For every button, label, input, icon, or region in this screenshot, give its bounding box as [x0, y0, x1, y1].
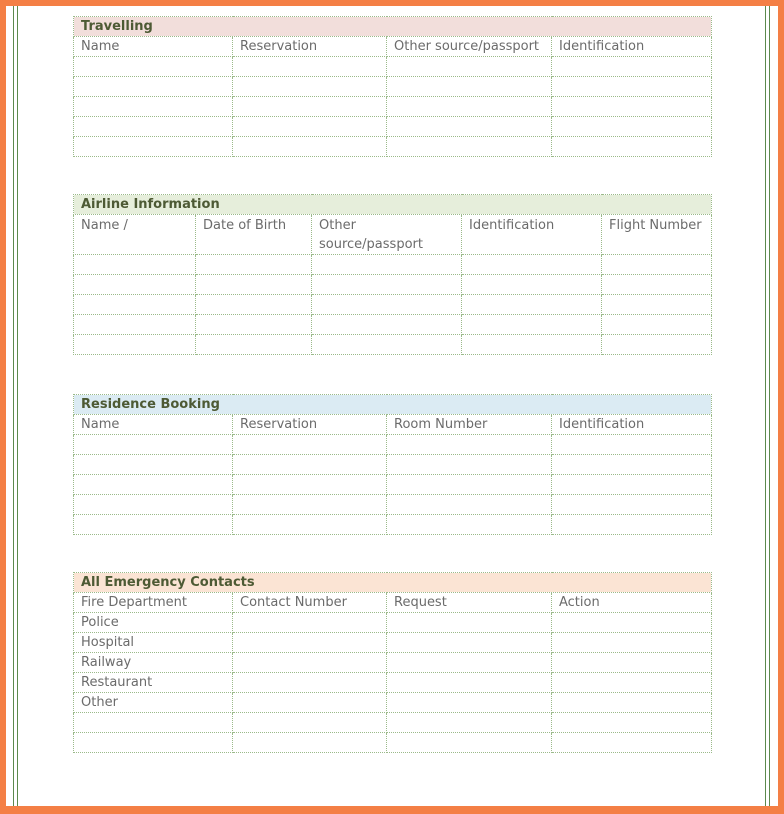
section-title: Airline Information [74, 195, 712, 215]
column-header: Name [74, 415, 233, 435]
table-cell[interactable] [196, 275, 312, 295]
table-cell[interactable] [387, 77, 552, 97]
table-cell[interactable] [233, 653, 387, 673]
table-cell[interactable] [233, 97, 387, 117]
table-cell[interactable] [196, 255, 312, 275]
table-cell[interactable] [387, 435, 552, 455]
column-header: Date of Birth [196, 215, 312, 255]
table-cell[interactable] [233, 57, 387, 77]
table-row [74, 57, 712, 77]
table-cell[interactable] [233, 693, 387, 713]
column-header: Room Number [387, 415, 552, 435]
table-cell[interactable] [74, 335, 196, 355]
table-cell[interactable] [552, 137, 712, 157]
table-cell[interactable] [387, 475, 552, 495]
travelling-table [73, 16, 712, 157]
table-cell[interactable] [312, 295, 462, 315]
table-cell[interactable] [233, 117, 387, 137]
table-cell[interactable] [233, 77, 387, 97]
table-cell[interactable] [387, 693, 552, 713]
table-cell[interactable] [233, 475, 387, 495]
table-cell[interactable] [74, 137, 233, 157]
document-page [6, 6, 778, 806]
table-cell[interactable] [552, 613, 712, 633]
table-cell[interactable] [552, 97, 712, 117]
table-cell[interactable] [74, 77, 233, 97]
table-row [74, 673, 712, 693]
table-cell[interactable] [552, 475, 712, 495]
table-cell[interactable] [387, 495, 552, 515]
table-cell[interactable] [387, 613, 552, 633]
column-header: Action [552, 593, 712, 613]
table-cell[interactable] [462, 315, 602, 335]
column-header: Other source/passport [387, 37, 552, 57]
table-cell[interactable] [196, 335, 312, 355]
table-cell[interactable] [74, 315, 196, 335]
table-cell[interactable] [552, 515, 712, 535]
table-cell[interactable] [602, 255, 712, 275]
column-header: Other source/passport [312, 215, 462, 255]
table-row [74, 97, 712, 117]
table-cell[interactable] [552, 673, 712, 693]
table-cell[interactable] [387, 455, 552, 475]
table-cell[interactable] [196, 315, 312, 335]
table-cell[interactable] [74, 255, 196, 275]
table-cell[interactable] [233, 455, 387, 475]
table-cell[interactable] [602, 335, 712, 355]
airline-information-table [73, 194, 712, 355]
table-cell[interactable] [74, 475, 233, 495]
table-cell[interactable] [74, 97, 233, 117]
table-row [74, 295, 712, 315]
table-cell[interactable] [74, 295, 196, 315]
table-cell[interactable] [74, 733, 233, 753]
table-row [74, 475, 712, 495]
row-label: Hospital [74, 633, 233, 653]
table-cell[interactable] [462, 335, 602, 355]
column-header: Request [387, 593, 552, 613]
column-header: Identification [462, 215, 602, 255]
column-header: Fire Department [74, 593, 233, 613]
table-cell[interactable] [387, 733, 552, 753]
table-cell[interactable] [387, 673, 552, 693]
section-title: All Emergency Contacts [74, 573, 712, 593]
page-border-right-outer [769, 6, 770, 806]
table-cell[interactable] [233, 137, 387, 157]
table-cell[interactable] [552, 77, 712, 97]
column-header: Name [74, 37, 233, 57]
table-row [74, 515, 712, 535]
table-cell[interactable] [387, 515, 552, 535]
table-cell[interactable] [233, 733, 387, 753]
table-cell[interactable] [552, 693, 712, 713]
table-cell[interactable] [462, 255, 602, 275]
row-label: Railway [74, 653, 233, 673]
column-header: Identification [552, 37, 712, 57]
column-header: Identification [552, 415, 712, 435]
table-row [74, 117, 712, 137]
table-cell[interactable] [74, 515, 233, 535]
table-cell[interactable] [233, 495, 387, 515]
table-cell[interactable] [233, 613, 387, 633]
table-cell[interactable] [74, 275, 196, 295]
table-row [74, 713, 712, 733]
table-cell[interactable] [462, 295, 602, 315]
row-label: Restaurant [74, 673, 233, 693]
table-cell[interactable] [387, 97, 552, 117]
header-row [74, 593, 712, 613]
column-header: Contact Number [233, 593, 387, 613]
section-title: Residence Booking [74, 395, 712, 415]
table-cell[interactable] [312, 315, 462, 335]
table-cell[interactable] [233, 713, 387, 733]
table-cell[interactable] [552, 495, 712, 515]
header-row [74, 415, 712, 435]
table-row [74, 613, 712, 633]
table-cell[interactable] [74, 713, 233, 733]
table-cell[interactable] [74, 117, 233, 137]
table-row [74, 137, 712, 157]
table-cell[interactable] [552, 713, 712, 733]
table-cell[interactable] [552, 455, 712, 475]
table-cell[interactable] [387, 633, 552, 653]
table-cell[interactable] [552, 653, 712, 673]
table-cell[interactable] [233, 633, 387, 653]
table-cell[interactable] [602, 275, 712, 295]
table-cell[interactable] [602, 315, 712, 335]
page-border-left-inner [17, 6, 18, 806]
table-cell[interactable] [312, 275, 462, 295]
table-row [74, 255, 712, 275]
table-cell[interactable] [196, 295, 312, 315]
table-cell[interactable] [233, 435, 387, 455]
header-row [74, 37, 712, 57]
table-cell[interactable] [312, 335, 462, 355]
table-cell[interactable] [387, 653, 552, 673]
table-cell[interactable] [74, 455, 233, 475]
table-row [74, 733, 712, 753]
table-cell[interactable] [552, 117, 712, 137]
section-title: Travelling [74, 17, 712, 37]
table-cell[interactable] [74, 57, 233, 77]
table-row [74, 653, 712, 673]
column-header: Flight Number [602, 215, 712, 255]
page-border-right-inner [765, 6, 766, 806]
row-label: Other [74, 693, 233, 713]
table-cell[interactable] [387, 57, 552, 77]
table-row [74, 633, 712, 653]
header-row [74, 215, 712, 255]
column-header: Reservation [233, 37, 387, 57]
page-border-left-outer [13, 6, 14, 806]
table-cell[interactable] [602, 295, 712, 315]
table-row [74, 275, 712, 295]
emergency-contacts-table [73, 572, 712, 753]
table-row [74, 335, 712, 355]
table-cell[interactable] [387, 713, 552, 733]
table-row [74, 435, 712, 455]
table-cell[interactable] [552, 633, 712, 653]
table-cell[interactable] [312, 255, 462, 275]
table-cell[interactable] [552, 733, 712, 753]
table-cell[interactable] [552, 57, 712, 77]
table-cell[interactable] [387, 137, 552, 157]
table-row [74, 315, 712, 335]
table-row [74, 77, 712, 97]
table-cell[interactable] [233, 515, 387, 535]
table-cell[interactable] [233, 673, 387, 693]
column-header: Reservation [233, 415, 387, 435]
table-cell[interactable] [74, 435, 233, 455]
table-cell[interactable] [74, 495, 233, 515]
row-label: Police [74, 613, 233, 633]
table-cell[interactable] [552, 435, 712, 455]
table-row [74, 495, 712, 515]
table-cell[interactable] [462, 275, 602, 295]
residence-booking-table [73, 394, 712, 535]
table-cell[interactable] [387, 117, 552, 137]
table-row [74, 455, 712, 475]
column-header: Name / [74, 215, 196, 255]
table-row [74, 693, 712, 713]
